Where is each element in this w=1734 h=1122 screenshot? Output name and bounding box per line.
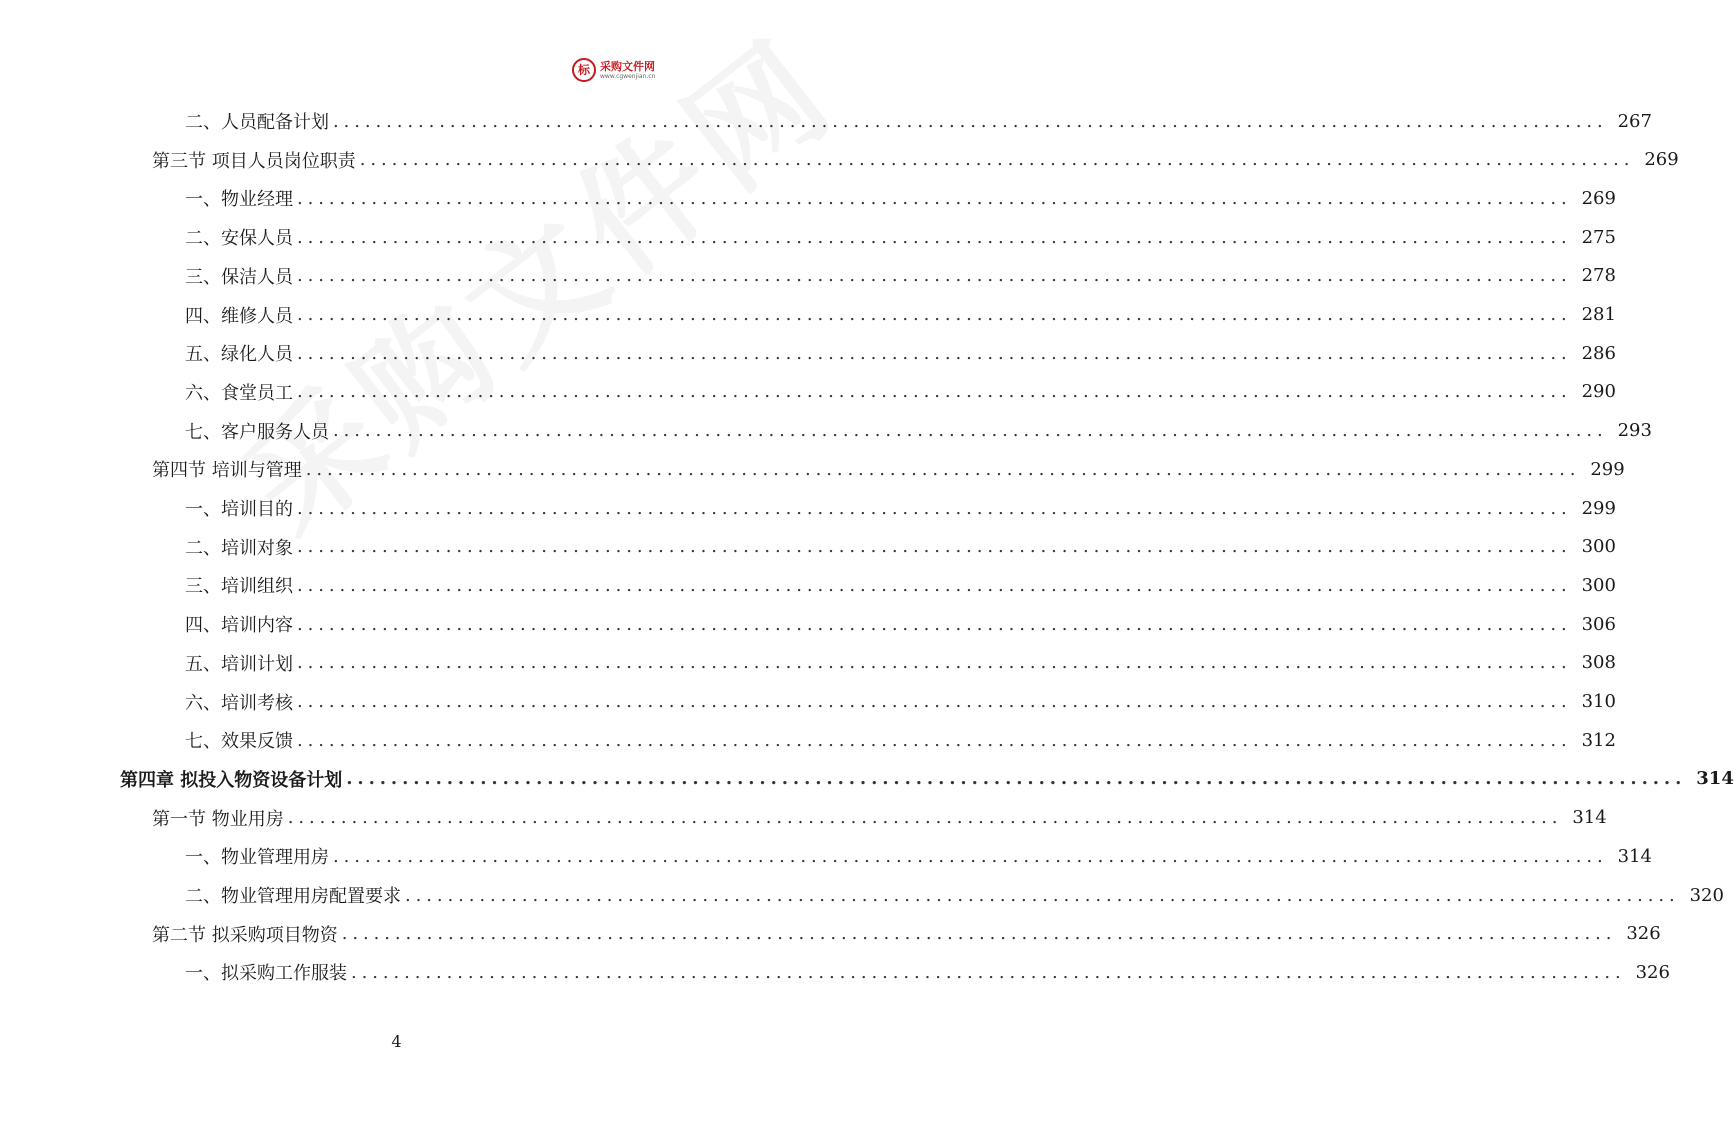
toc-entry-page: 299	[1581, 497, 1616, 519]
site-logo	[572, 58, 655, 82]
toc-entry-page: 278	[1581, 265, 1616, 287]
toc-entry-title: 一、培训目的	[185, 499, 293, 520]
toc-entry[interactable]	[185, 218, 1616, 256]
toc-entry-page: 286	[1581, 342, 1616, 364]
toc-entry-title: 五、绿化人员	[185, 344, 293, 366]
toc-dot-leader: ........................................................................................................................	[297, 613, 1572, 635]
toc-entry[interactable]	[185, 334, 1616, 372]
logo-url: www.cgwenjian.cn	[600, 72, 656, 80]
toc-entry-title: 二、安保人员	[185, 228, 293, 250]
toc-dot-leader: ........................................................................................................................	[297, 265, 1572, 287]
toc-entry[interactable]	[152, 915, 1661, 953]
logo-text	[600, 61, 655, 80]
toc-entry-title: 二、物业管理用房配置要求	[185, 886, 401, 907]
toc-entry-page: 300	[1581, 536, 1616, 558]
toc-dot-leader: ........................................................................................................................	[297, 381, 1572, 403]
toc-dot-leader: ........................................................................................................................	[333, 110, 1608, 132]
toc-entry-title: 二、人员配备计划	[185, 112, 329, 133]
toc-dot-leader: ........................................................................................................................	[297, 187, 1572, 209]
toc-entry-title: 二、培训对象	[185, 537, 293, 559]
toc-entry[interactable]	[185, 412, 1652, 450]
toc-entry-page: 314	[1572, 807, 1607, 829]
toc-entry[interactable]	[185, 179, 1616, 217]
toc-entry-title: 六、培训考核	[185, 692, 293, 714]
toc-entry-page: 293	[1617, 420, 1652, 442]
toc-entry[interactable]	[185, 721, 1616, 759]
toc-entry-page: 300	[1581, 574, 1616, 596]
toc-entry[interactable]	[185, 644, 1616, 682]
toc-entry-page: 269	[1581, 187, 1616, 209]
toc-entry-title: 一、物业管理用房	[185, 847, 329, 869]
toc-entry-page: 314	[1617, 845, 1652, 867]
toc-entry-title: 六、食堂员工	[185, 382, 293, 404]
toc-entry[interactable]	[185, 876, 1724, 914]
toc-entry[interactable]	[185, 102, 1652, 140]
toc-dot-leader: ........................................................................................................................	[341, 923, 1617, 945]
toc-dot-leader: ........................................................................................................................	[297, 226, 1572, 248]
toc-entry[interactable]	[120, 760, 1734, 798]
toc-dot-leader: ........................................................................................................................	[351, 961, 1626, 983]
toc-dot-leader: ........................................................................................................................	[297, 536, 1572, 558]
toc-entry[interactable]	[185, 953, 1670, 991]
toc-entry-title: 第三节 项目人员岗位职责	[152, 150, 356, 172]
toc-entry-page: 312	[1581, 729, 1616, 751]
toc-entry-title: 第四节 培训与管理	[152, 460, 302, 482]
toc-entry-page: 326	[1635, 961, 1670, 983]
toc-dot-leader: ........................................................................................................................	[297, 574, 1572, 596]
toc-entry-page: 326	[1626, 923, 1661, 945]
toc-entry-page: 267	[1617, 110, 1652, 132]
toc-entry[interactable]	[185, 257, 1616, 295]
toc-entry-title: 一、拟采购工作服装	[185, 963, 347, 985]
toc-entry[interactable]	[185, 373, 1616, 411]
logo-seal-icon: 标	[572, 58, 596, 82]
toc-dot-leader: ........................................................................................................................	[297, 342, 1572, 364]
toc-entry-page: 290	[1581, 381, 1616, 403]
toc-dot-leader: ........................................................................................................................	[405, 884, 1680, 906]
page-number: 4	[391, 1032, 402, 1051]
toc-dot-leader: ........................................................................................................................	[297, 497, 1572, 519]
toc-dot-leader: ........................................................................................................................	[297, 304, 1572, 325]
toc-entry[interactable]	[185, 566, 1616, 604]
toc-dot-leader: ........................................................................................................................	[346, 768, 1687, 790]
toc-entry-page: 306	[1581, 613, 1616, 635]
toc-entry-title: 七、效果反馈	[185, 731, 293, 753]
toc-entry-title: 一、物业经理	[185, 189, 293, 211]
toc-entry-title: 第四章 拟投入物资设备计划	[120, 769, 343, 791]
toc-dot-leader: ........................................................................................................................	[287, 807, 1563, 829]
toc-entry-page: 320	[1689, 884, 1724, 906]
toc-dot-leader: ........................................................................................................................	[297, 652, 1572, 674]
toc-entry-page: 299	[1590, 458, 1625, 480]
toc-dot-leader: ........................................................................................................................	[359, 149, 1635, 171]
toc-entry-page: 281	[1581, 304, 1616, 325]
toc-entry[interactable]	[185, 837, 1652, 875]
toc-entry[interactable]	[185, 296, 1616, 334]
toc-entry[interactable]	[185, 683, 1616, 721]
toc-dot-leader: ........................................................................................................................	[297, 691, 1572, 712]
toc-dot-leader: ........................................................................................................................	[333, 845, 1608, 867]
toc-entry-page: 308	[1581, 652, 1616, 674]
toc-entry[interactable]	[185, 528, 1616, 566]
toc-entry-title: 七、客户服务人员	[185, 421, 329, 443]
toc-entry-title: 三、培训组织	[185, 576, 293, 598]
toc-entry-page: 310	[1581, 691, 1616, 712]
toc-dot-leader: ........................................................................................................................	[333, 420, 1608, 442]
toc-dot-leader: ........................................................................................................................	[297, 729, 1572, 751]
toc-entry-title: 三、保洁人员	[185, 266, 293, 288]
toc-entry-page: 275	[1581, 226, 1616, 248]
toc-entry[interactable]	[152, 799, 1607, 837]
toc-entry-title: 四、维修人员	[185, 305, 293, 327]
toc-entry-page: 314	[1696, 768, 1734, 790]
toc-entry-title: 第二节 拟采购项目物资	[152, 924, 338, 946]
toc-entry[interactable]	[185, 489, 1616, 527]
logo-name: 采购文件网	[600, 59, 655, 73]
toc-entry[interactable]	[185, 605, 1616, 643]
toc-entry[interactable]	[152, 141, 1679, 179]
toc-entry-title: 第一节 物业用房	[152, 808, 284, 830]
toc-entry[interactable]	[152, 450, 1625, 488]
toc-entry-title: 五、培训计划	[185, 653, 293, 675]
toc-dot-leader: ........................................................................................................................	[305, 458, 1581, 480]
toc-entry-title: 四、培训内容	[185, 615, 293, 637]
toc-entry-page: 269	[1644, 149, 1679, 171]
